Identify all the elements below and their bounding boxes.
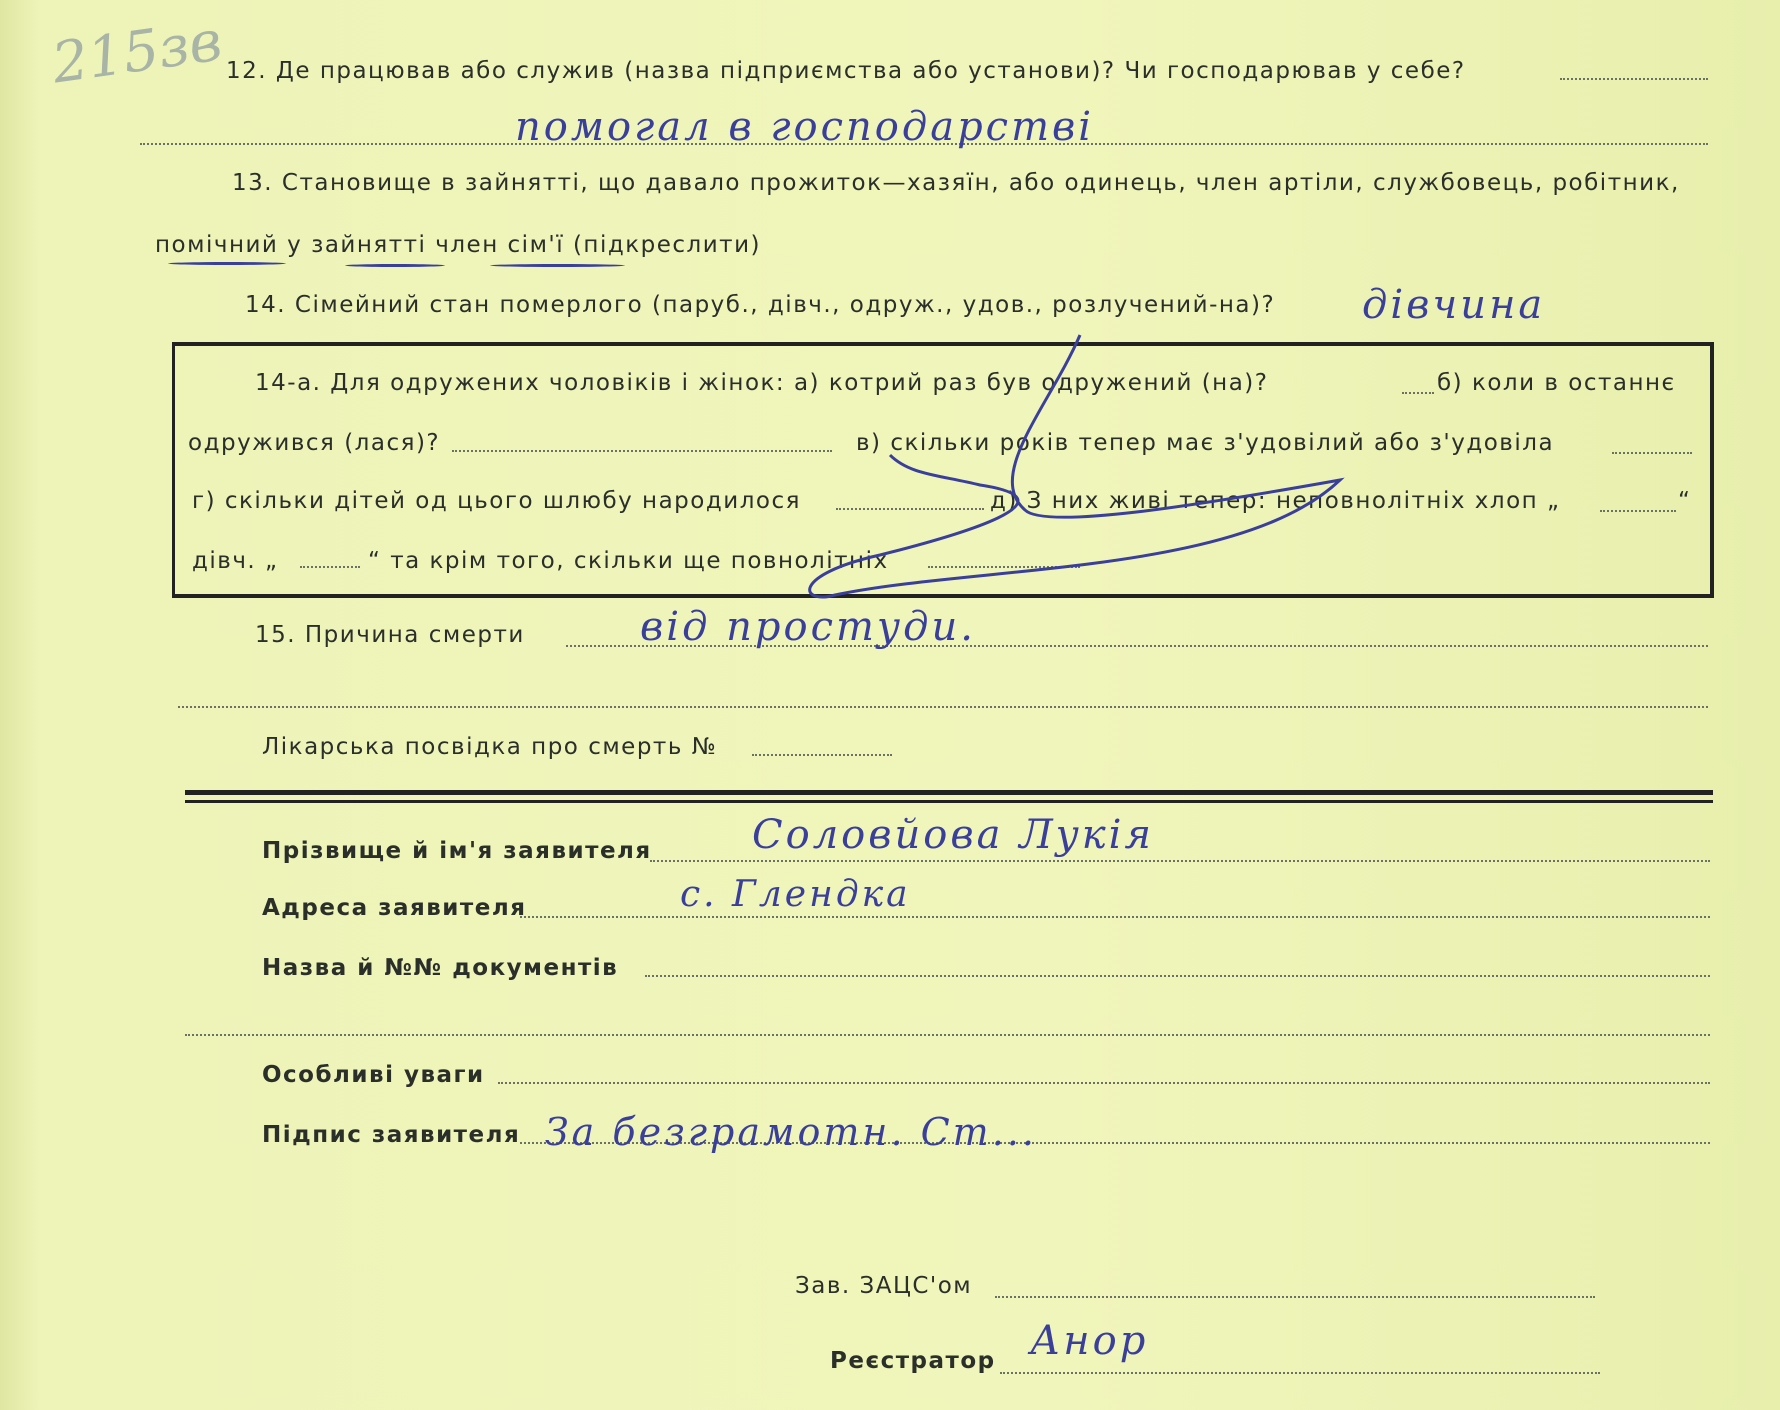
documents-label: Назва й №№ документів <box>262 955 619 981</box>
registrar-dots <box>1000 1372 1600 1374</box>
q14a-line1b: б) коли в останнє <box>1437 370 1676 396</box>
underline-zainiatti <box>345 264 445 267</box>
q14a-line2a: одружився (лася)? <box>188 430 441 456</box>
head-dots <box>995 1296 1595 1298</box>
documents-dots-1 <box>645 975 1710 977</box>
q14-label: 14. Сімейний стан померлого (паруб., дівч., одруж., удов., розлучений-на)? <box>245 292 1276 318</box>
q14a-line3a: г) скільки дітей од цього шлюбу народилося <box>192 488 801 514</box>
signature-label: Підпис заявителя <box>262 1122 521 1148</box>
q14a-line4b: “ та крім того, скільки ще повнолітніх <box>368 548 889 574</box>
applicant-address-dots <box>520 916 1710 918</box>
registrar-label: Реєстратор <box>830 1348 996 1374</box>
q14a-dots-f <box>300 566 360 568</box>
q14a-line4a: дівч. „ <box>192 548 279 574</box>
archive-mark: 215зв <box>48 8 226 97</box>
q14a-dots-b <box>452 450 832 452</box>
q13-label: 13. Становище в зайнятті, що давало прожиток—хазяїн, або одинець, член артіли, службовець, робітник, <box>232 170 1680 196</box>
q14-answer[interactable]: дівчина <box>1362 282 1546 328</box>
q15-label: 15. Причина смерти <box>255 622 525 648</box>
q14a-dots-c <box>1612 452 1692 454</box>
double-rule-top <box>185 790 1713 795</box>
strike-through-mark <box>780 325 1440 615</box>
applicant-name-dots <box>650 860 1710 862</box>
q15-dots-2 <box>178 706 1708 708</box>
q14a-line3b: д) З них живі тепер: неповнолітніх хлоп „ <box>990 488 1561 514</box>
documents-dots-2 <box>185 1034 1710 1036</box>
medical-certificate-dots <box>752 754 892 756</box>
q14a-line1: 14-а. Для одружених чоловіків і жінок: а) котрий раз був одружений (на)? <box>255 370 1269 396</box>
head-label: Зав. ЗАЦС'ом <box>795 1273 973 1299</box>
notes-label: Особливі уваги <box>262 1062 485 1088</box>
applicant-address-label: Адреса заявителя <box>262 895 527 921</box>
applicant-name-value[interactable]: Соловйова Лукія <box>752 812 1154 858</box>
double-rule-bottom <box>185 800 1713 803</box>
q12-answer[interactable]: помогал в господарстві <box>515 104 1095 150</box>
medical-certificate-label: Лікарська посвідка про смерть № <box>262 734 718 760</box>
applicant-name-label: Прізвище й ім'я заявителя <box>262 838 652 864</box>
q14a-line3c: “ <box>1678 488 1692 514</box>
notes-dots <box>498 1082 1710 1084</box>
signature-value[interactable]: За безграмотн. Ст... <box>545 1110 1037 1154</box>
q15-answer[interactable]: від простуди. <box>640 604 976 650</box>
q14a-line2b: в) скільки років тепер має з'удовілий або з'удовіла <box>856 430 1555 456</box>
underline-pomichnyi <box>168 262 286 265</box>
underline-chlen-simi <box>490 264 625 267</box>
q13-continuation: помічний у зайнятті член сім'ї (підкреслити) <box>155 232 762 258</box>
q12-dots-1 <box>1560 78 1708 80</box>
applicant-address-value[interactable]: с. Глендка <box>680 874 911 915</box>
registrar-signature[interactable]: Анор <box>1030 1318 1149 1364</box>
q12-label: 12. Де працював або служив (назва підприємства або установи)? Чи господарював у себе? <box>226 58 1466 84</box>
q14a-dots-e <box>1600 510 1676 512</box>
